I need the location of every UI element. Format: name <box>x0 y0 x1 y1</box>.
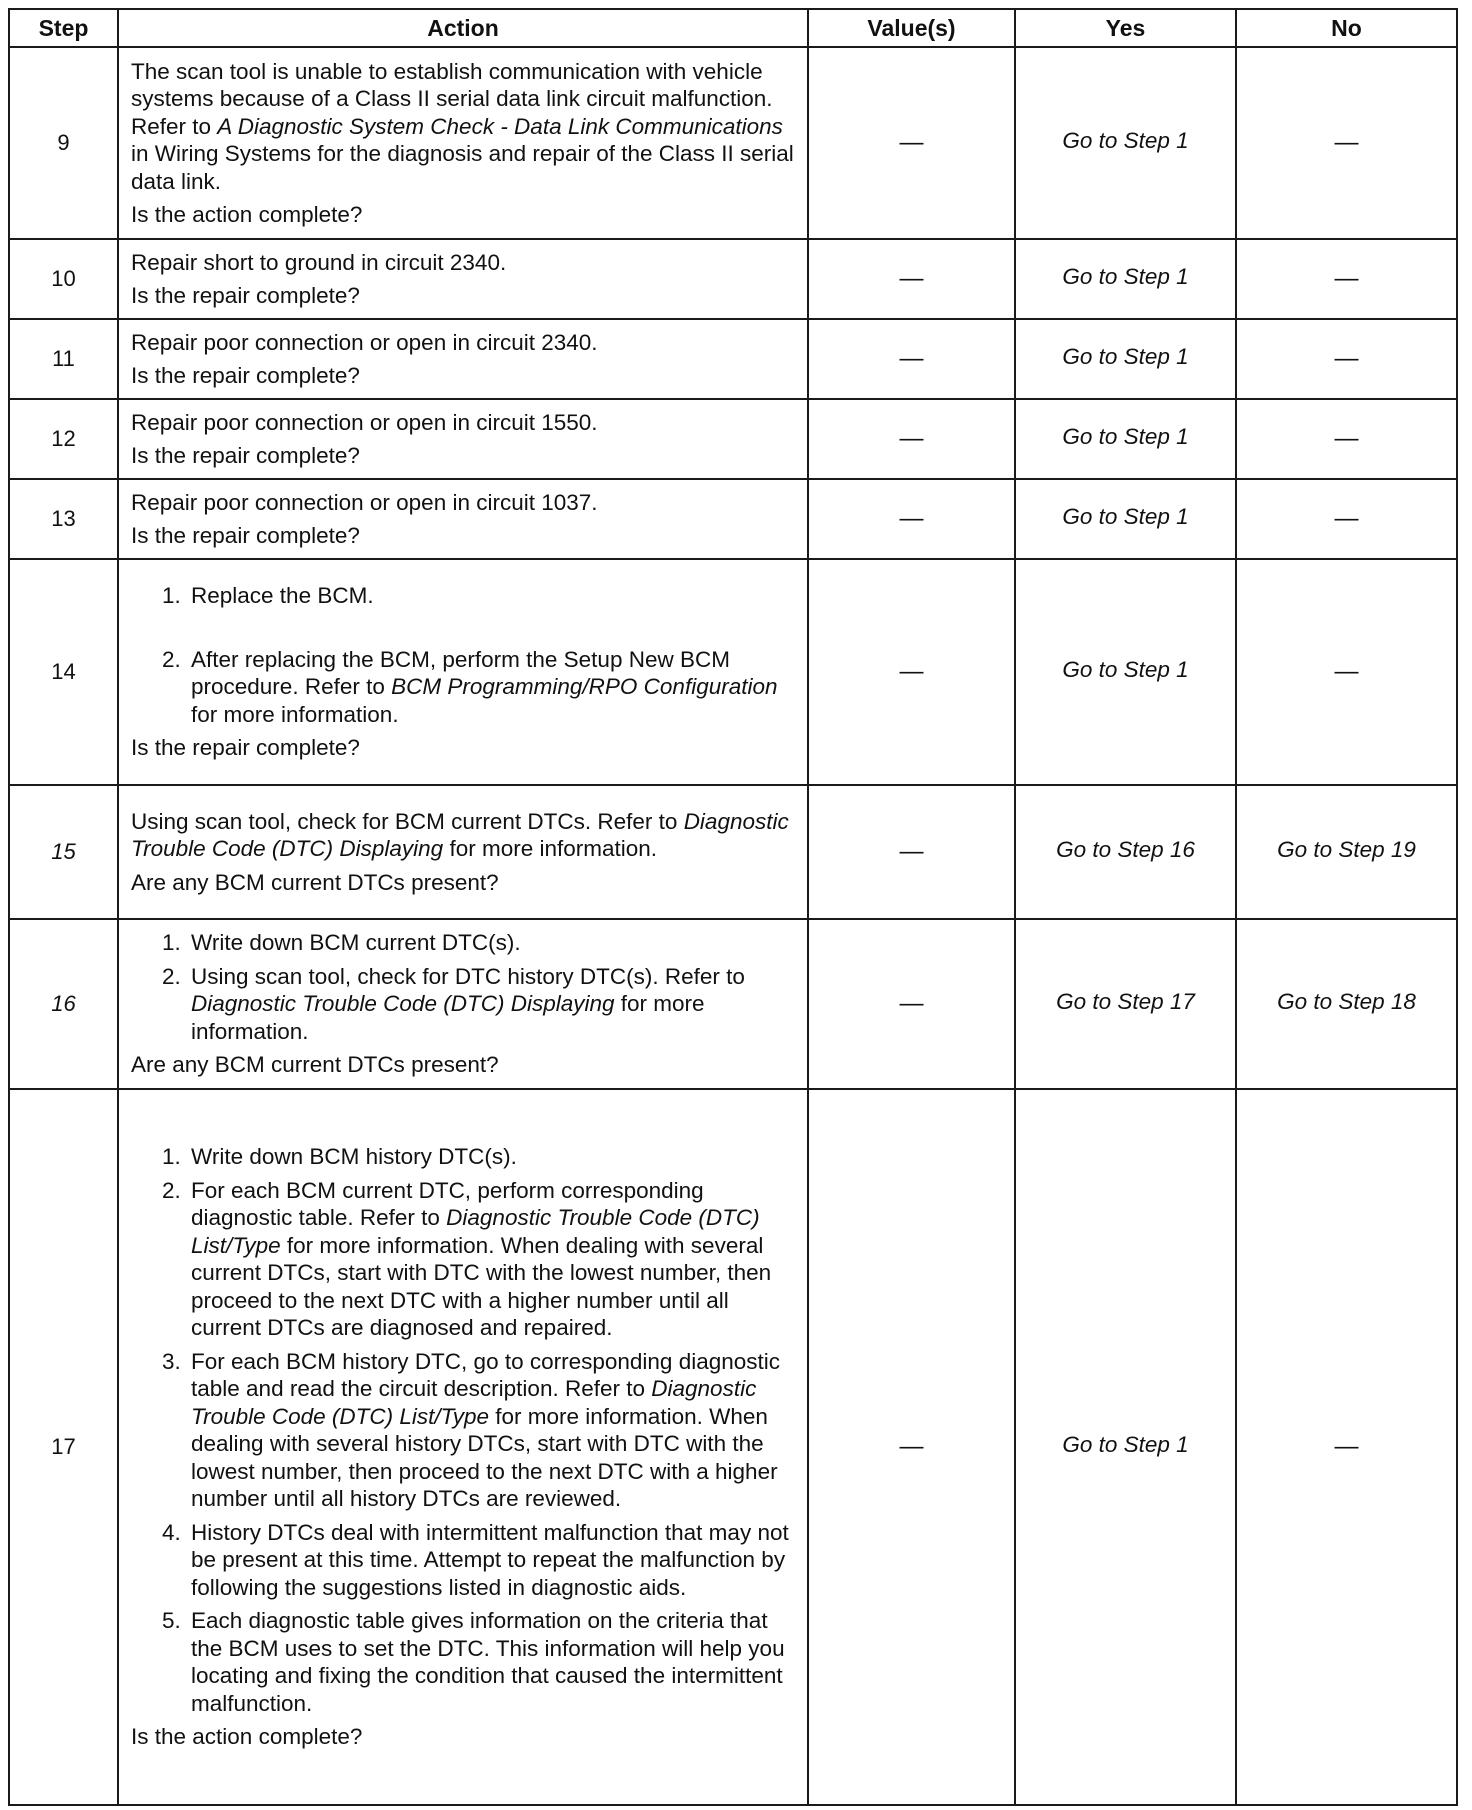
step-number: 11 <box>9 319 118 399</box>
header-values: Value(s) <box>808 9 1015 47</box>
yes-cell: Go to Step 17 <box>1015 919 1236 1089</box>
reference-link: BCM Programming/RPO Configuration <box>391 674 778 700</box>
step-number: 13 <box>9 479 118 559</box>
table-row <box>9 919 1457 1089</box>
header-action: Action <box>118 9 808 47</box>
table-row <box>9 239 1457 319</box>
no-cell: Go to Step 18 <box>1236 919 1457 1089</box>
values-cell: — <box>808 479 1015 559</box>
reference-link: Diagnostic Trouble Code (DTC) List/Type <box>191 1376 757 1429</box>
values-cell: — <box>808 239 1015 319</box>
list-item: 1. Write down BCM history DTC(s). <box>187 1143 797 1171</box>
list-item: 2. After replacing the BCM, perform the Setup New BCM procedure. Refer to BCM Programming/RPO Configuration for more information. <box>187 646 797 729</box>
diagnostic-table <box>8 8 1458 1806</box>
yes-cell: Go to Step 1 <box>1015 559 1236 785</box>
action-cell <box>118 479 808 559</box>
header-yes: Yes <box>1015 9 1236 47</box>
yes-cell: Go to Step 1 <box>1015 479 1236 559</box>
header-row <box>9 9 1457 47</box>
no-cell: Go to Step 19 <box>1236 785 1457 919</box>
table-row <box>9 785 1457 919</box>
reference-link: A Diagnostic System Check - Data Link Communications <box>217 113 783 139</box>
step-number: 16 <box>9 919 118 1089</box>
action-text: Repair poor connection or open in circuit 1550. <box>131 409 598 435</box>
action-question: Is the repair complete? <box>131 523 360 548</box>
action-cell <box>118 919 808 1089</box>
table-row <box>9 399 1457 479</box>
reference-link: Diagnostic Trouble Code (DTC) Displaying <box>191 991 615 1017</box>
table-row <box>9 479 1457 559</box>
action-cell <box>118 399 808 479</box>
yes-cell: Go to Step 1 <box>1015 399 1236 479</box>
action-question: Are any BCM current DTCs present? <box>131 869 499 895</box>
header-no: No <box>1236 9 1457 47</box>
list-item: 2. For each BCM current DTC, perform corresponding diagnostic table. Refer to Diagnostic Trouble Code (DTC) List/Type for more information. When dealing with several current DTCs, start with DTC with the lowest number, then proceed to the next DTC with a higher number until all current DTCs are diagnosed and repaired. <box>187 1177 797 1342</box>
list-item: 1. Replace the BCM. <box>187 582 797 610</box>
procedure-list <box>131 1143 797 1717</box>
reference-link: Diagnostic Trouble Code (DTC) List/Type <box>191 1205 760 1258</box>
step-number: 9 <box>9 47 118 239</box>
procedure-list <box>131 582 797 728</box>
list-item: 1. Write down BCM current DTC(s). <box>187 929 797 957</box>
values-cell: — <box>808 319 1015 399</box>
action-cell <box>118 319 808 399</box>
action-question: Is the action complete? <box>131 202 363 227</box>
yes-cell: Go to Step 1 <box>1015 239 1236 319</box>
step-number: 17 <box>9 1089 118 1805</box>
values-cell: — <box>808 1089 1015 1805</box>
action-text: Repair poor connection or open in circuit 2340. <box>131 329 598 355</box>
table-row <box>9 559 1457 785</box>
no-cell: — <box>1236 399 1457 479</box>
action-text: Repair short to ground in circuit 2340. <box>131 249 507 275</box>
yes-cell: Go to Step 1 <box>1015 319 1236 399</box>
values-cell: — <box>808 47 1015 239</box>
list-item: 4. History DTCs deal with intermittent malfunction that may not be present at this time. Attempt to repeat the malfunction by following the suggestions listed in diagnostic aids. <box>187 1519 797 1602</box>
list-item: 3. For each BCM history DTC, go to corresponding diagnostic table and read the circuit description. Refer to Diagnostic Trouble Code (DTC) List/Type for more information. When dealing with several history DTCs, start with DTC with the lowest number, then proceed to the next DTC with a higher number until all history DTCs are reviewed. <box>187 1348 797 1513</box>
no-cell: — <box>1236 479 1457 559</box>
list-item: 5. Each diagnostic table gives information on the criteria that the BCM uses to set the DTC. This information will help you locating and fixing the condition that caused the intermittent malfunction. <box>187 1607 797 1717</box>
action-cell <box>118 785 808 919</box>
step-number: 14 <box>9 559 118 785</box>
values-cell: — <box>808 919 1015 1089</box>
no-cell: — <box>1236 319 1457 399</box>
action-cell <box>118 47 808 239</box>
values-cell: — <box>808 399 1015 479</box>
no-cell: — <box>1236 559 1457 785</box>
action-text: Using scan tool, check for BCM current DTCs. Refer to Diagnostic Trouble Code (DTC) Displaying for more information. <box>131 808 789 862</box>
action-question: Is the action complete? <box>131 1724 363 1750</box>
header-step: Step <box>9 9 118 47</box>
action-question: Is the repair complete? <box>131 363 360 388</box>
action-cell <box>118 1089 808 1805</box>
action-question: Is the repair complete? <box>131 283 360 308</box>
action-question: Is the repair complete? <box>131 443 360 468</box>
procedure-list <box>131 929 797 1045</box>
values-cell: — <box>808 785 1015 919</box>
no-cell: — <box>1236 47 1457 239</box>
action-cell <box>118 239 808 319</box>
table-row <box>9 319 1457 399</box>
step-number: 12 <box>9 399 118 479</box>
no-cell: — <box>1236 239 1457 319</box>
step-number: 10 <box>9 239 118 319</box>
yes-cell: Go to Step 1 <box>1015 1089 1236 1805</box>
action-question: Is the repair complete? <box>131 735 360 761</box>
no-cell: — <box>1236 1089 1457 1805</box>
yes-cell: Go to Step 16 <box>1015 785 1236 919</box>
values-cell: — <box>808 559 1015 785</box>
action-cell <box>118 559 808 785</box>
yes-cell: Go to Step 1 <box>1015 47 1236 239</box>
reference-link: Diagnostic Trouble Code (DTC) Displaying <box>131 808 789 862</box>
action-question: Are any BCM current DTCs present? <box>131 1052 499 1078</box>
table-row <box>9 47 1457 239</box>
action-text: The scan tool is unable to establish communication with vehicle systems because of a Class II serial data link circuit malfunction. Refer to A Diagnostic System Check - Data Link Communications in Wiring Systems for the diagnosis and repair of the Class II serial data link. <box>131 58 794 194</box>
action-text: Repair poor connection or open in circuit 1037. <box>131 489 598 515</box>
list-item: 2. Using scan tool, check for DTC history DTC(s). Refer to Diagnostic Trouble Code (DTC) Displaying for more information. <box>187 963 797 1046</box>
table-row <box>9 1089 1457 1805</box>
step-number: 15 <box>9 785 118 919</box>
